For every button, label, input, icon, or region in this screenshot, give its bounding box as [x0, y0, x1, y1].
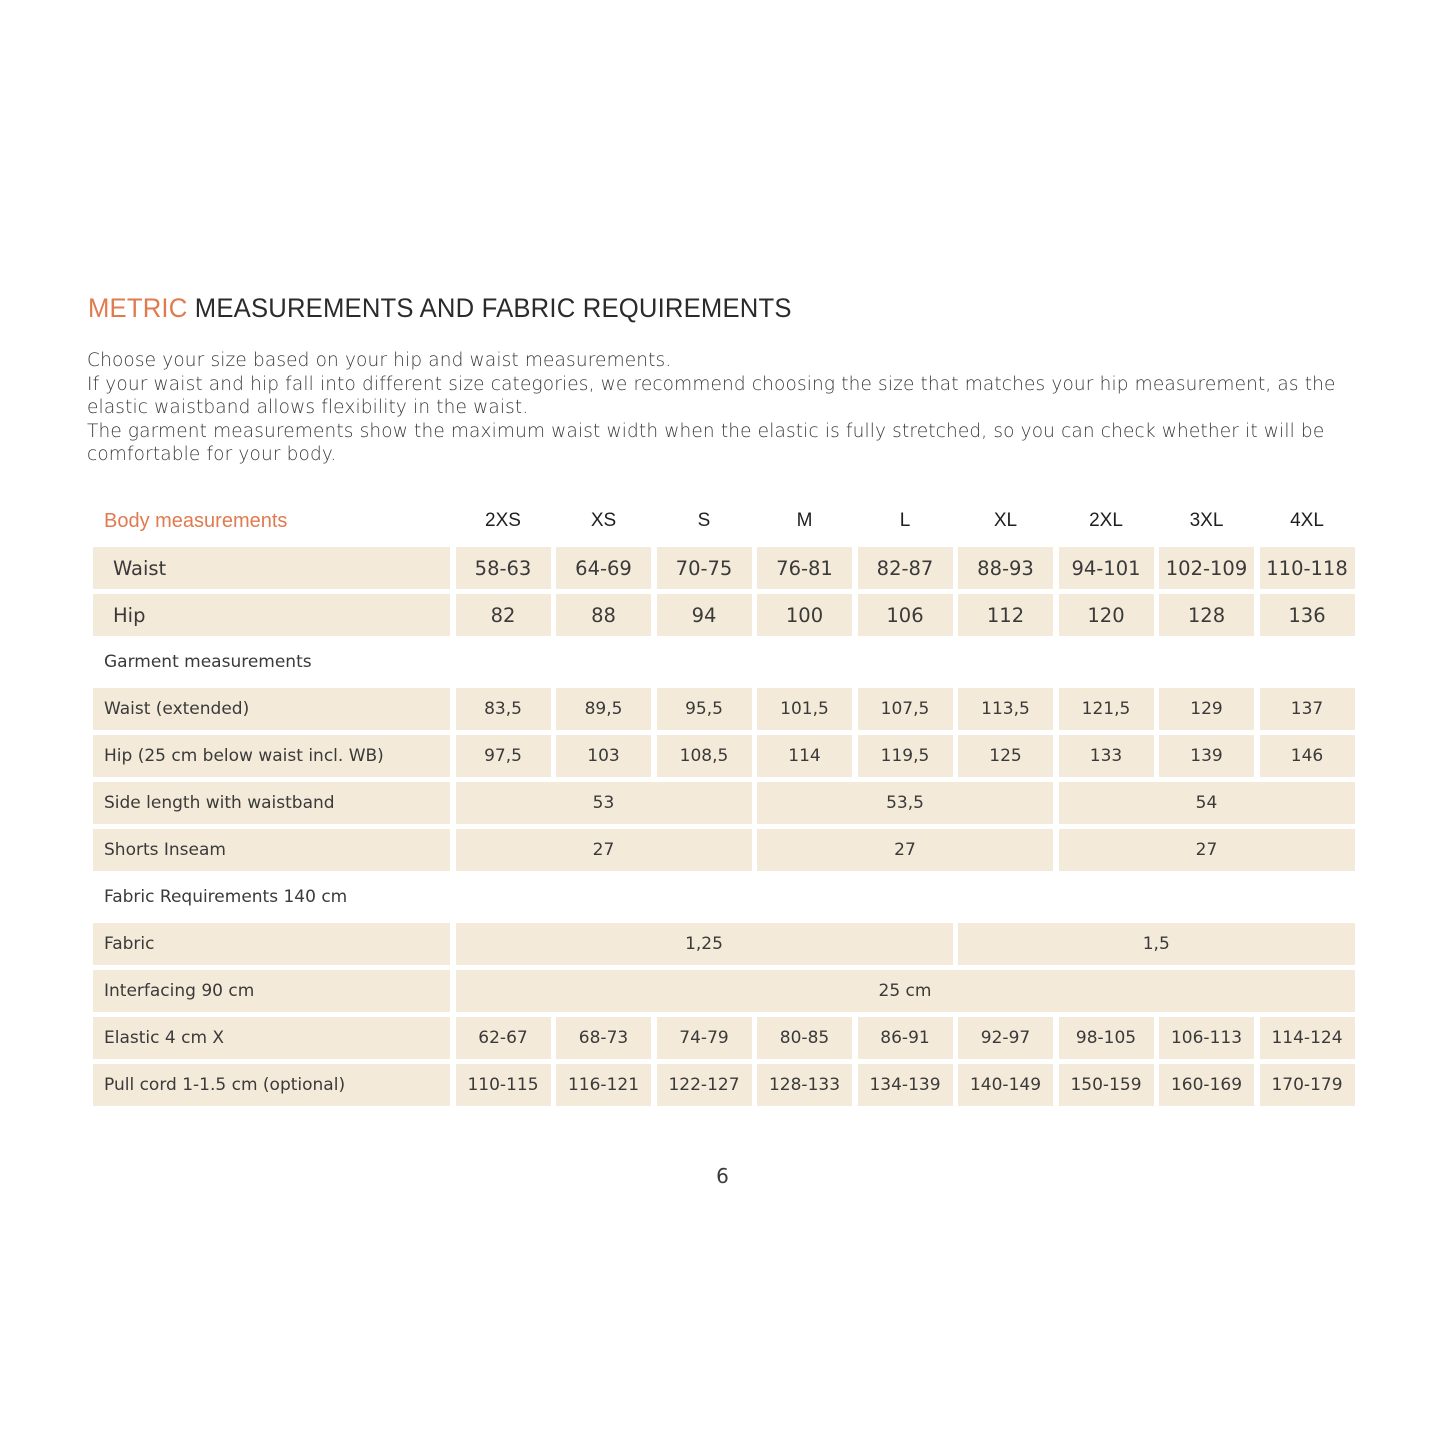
row-label-side-length: Side length with waistband [93, 782, 450, 824]
garment-measurements-header: Garment measurements [104, 652, 312, 672]
table-cell: 58-63 [456, 547, 551, 589]
table-cell: 92-97 [958, 1017, 1053, 1059]
table-cell: 122-127 [657, 1064, 752, 1106]
table-cell: 64-69 [556, 547, 651, 589]
row-label-shorts-inseam: Shorts Inseam [93, 829, 450, 871]
table-cell: 108,5 [657, 735, 752, 777]
table-cell: 114-124 [1260, 1017, 1355, 1059]
fabric-requirements-header: Fabric Requirements 140 cm [104, 887, 348, 907]
size-header-2xl: 2XL [1089, 510, 1123, 531]
page-number: 6 [716, 1164, 729, 1188]
size-header-2xs: 2XS [485, 510, 521, 531]
table-cell: 25 cm [456, 970, 1355, 1012]
row-label-elastic: Elastic 4 cm X [93, 1017, 450, 1059]
table-cell: 80-85 [757, 1017, 852, 1059]
table-cell: 136 [1260, 594, 1355, 636]
intro-text [87, 349, 1347, 467]
row-label-garment-hip: Hip (25 cm below waist incl. WB) [93, 735, 450, 777]
table-cell: 110-115 [456, 1064, 551, 1106]
table-cell: 113,5 [958, 688, 1053, 730]
table-cell: 94 [657, 594, 752, 636]
table-cell: 83,5 [456, 688, 551, 730]
row-label-interfacing: Interfacing 90 cm [93, 970, 450, 1012]
table-cell: 120 [1059, 594, 1154, 636]
table-cell: 139 [1159, 735, 1254, 777]
table-cell: 103 [556, 735, 651, 777]
size-header-m: M [796, 510, 813, 531]
table-cell: 160-169 [1159, 1064, 1254, 1106]
table-cell: 133 [1059, 735, 1154, 777]
table-cell: 88 [556, 594, 651, 636]
size-header-s: S [697, 510, 711, 531]
table-cell: 89,5 [556, 688, 651, 730]
table-cell: 68-73 [556, 1017, 651, 1059]
table-cell: 119,5 [858, 735, 953, 777]
table-cell: 116-121 [556, 1064, 651, 1106]
size-header-xs: XS [590, 510, 617, 531]
table-cell: 27 [757, 829, 1053, 871]
table-cell: 128-133 [757, 1064, 852, 1106]
table-cell: 134-139 [858, 1064, 953, 1106]
table-cell: 170-179 [1260, 1064, 1355, 1106]
title-accent: METRIC [88, 293, 188, 323]
table-cell: 110-118 [1260, 547, 1355, 589]
table-cell: 70-75 [657, 547, 752, 589]
table-cell: 140-149 [958, 1064, 1053, 1106]
size-header-l: L [899, 510, 911, 531]
row-label-fabric: Fabric [93, 923, 450, 965]
intro-line-3: The garment measurements show the maximum waist width when the elastic is fully stretched, so you can check whether it will be comfortable for your body. [87, 420, 1325, 465]
table-cell: 82-87 [858, 547, 953, 589]
table-cell: 107,5 [858, 688, 953, 730]
row-label-garment-waist: Waist (extended) [93, 688, 450, 730]
size-header-4xl: 4XL [1290, 510, 1324, 531]
table-cell: 86-91 [858, 1017, 953, 1059]
table-cell: 101,5 [757, 688, 852, 730]
table-cell: 1,5 [958, 923, 1355, 965]
body-measurements-header: Body measurements [104, 509, 288, 532]
table-cell: 121,5 [1059, 688, 1154, 730]
table-cell: 106-113 [1159, 1017, 1254, 1059]
table-cell: 82 [456, 594, 551, 636]
table-cell: 100 [757, 594, 852, 636]
table-cell: 97,5 [456, 735, 551, 777]
table-cell: 27 [456, 829, 752, 871]
table-cell: 112 [958, 594, 1053, 636]
size-chart-table [93, 500, 1354, 1106]
intro-line-1: Choose your size based on your hip and waist measurements. [87, 350, 672, 371]
table-cell: 62-67 [456, 1017, 551, 1059]
table-cell: 128 [1159, 594, 1254, 636]
table-cell: 95,5 [657, 688, 752, 730]
table-cell: 53 [456, 782, 752, 824]
table-cell: 74-79 [657, 1017, 752, 1059]
size-header-3xl: 3XL [1189, 510, 1224, 531]
page-title [88, 293, 792, 324]
table-cell: 98-105 [1059, 1017, 1154, 1059]
table-cell: 114 [757, 735, 852, 777]
size-header-xl: XL [993, 510, 1018, 531]
table-cell: 54 [1059, 782, 1355, 824]
table-cell: 129 [1159, 688, 1254, 730]
table-cell: 94-101 [1059, 547, 1154, 589]
table-cell: 125 [958, 735, 1053, 777]
table-cell: 150-159 [1059, 1064, 1154, 1106]
table-cell: 102-109 [1159, 547, 1254, 589]
table-cell: 137 [1260, 688, 1355, 730]
table-cell: 27 [1059, 829, 1355, 871]
row-label-pull-cord: Pull cord 1-1.5 cm (optional) [93, 1064, 450, 1106]
intro-line-2: If your waist and hip fall into different size categories, we recommend choosing the size that matches your hip measurement, as the elastic waistband allows flexibility in the waist. [87, 373, 1336, 418]
table-cell: 88-93 [958, 547, 1053, 589]
title-rest: MEASUREMENTS AND FABRIC REQUIREMENTS [194, 293, 792, 323]
table-cell: 146 [1260, 735, 1355, 777]
table-cell: 106 [858, 594, 953, 636]
row-label-body-hip: Hip [93, 594, 450, 636]
table-cell: 1,25 [456, 923, 953, 965]
table-cell: 53,5 [757, 782, 1053, 824]
table-cell: 76-81 [757, 547, 852, 589]
row-label-body-waist: Waist [93, 547, 450, 589]
